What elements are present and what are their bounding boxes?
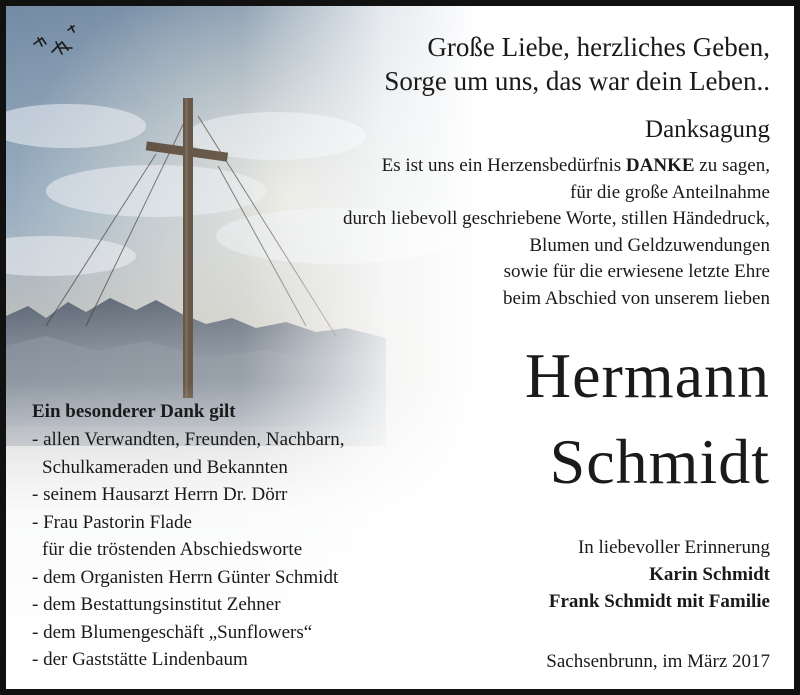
thanks-line-1-end: zu sagen, (694, 155, 770, 176)
special-thanks-title: Ein besonderer Dank gilt (32, 401, 236, 422)
thanks-danke: DANKE (625, 155, 695, 176)
deceased-first-name: Hermann (524, 340, 770, 411)
heading-danksagung: Danksagung (645, 116, 770, 143)
thanks-line: sowie für die erwiesene letzte Ehre (503, 261, 770, 282)
special-thanks-list (32, 426, 345, 674)
motto-line-1: Große Liebe, herzliches Geben, (427, 32, 770, 62)
thanks-line: Blumen und Geldzuwendungen (529, 234, 770, 256)
thanks-line-1-start: Es ist uns ein Herzensbedürfnis (381, 155, 626, 176)
signature-name: Karin Schmidt (649, 564, 770, 585)
signature-name: Frank Schmidt mit Familie (548, 591, 770, 612)
list-item: - allen Verwandten, Freunden, Nachbarn, (32, 429, 345, 450)
list-item: - Frau Pastorin Flade (32, 511, 192, 533)
list-item: - der Gaststätte Lindenbaum (32, 649, 248, 670)
list-item: - dem Organisten Herrn Günter Schmidt (32, 566, 339, 588)
list-item: - seinem Hausarzt Herrn Dr. Dörr (32, 484, 288, 505)
list-item: - dem Blumengeschäft „Sunflowers“ (32, 621, 313, 643)
motto-line-2: Sorge um uns, das war dein Leben.. (384, 66, 770, 96)
list-item: für die tröstenden Abschiedsworte (42, 539, 303, 560)
deceased-last-name: Schmidt (549, 426, 770, 497)
thanks-line: beim Abschied von unserem lieben (503, 287, 770, 309)
birds-icon (30, 24, 84, 62)
signature-block (549, 534, 770, 615)
list-item: - dem Bestattungsinstitut Zehner (32, 594, 281, 615)
signature-intro: In liebevoller Erinnerung (577, 537, 770, 558)
list-item: Schulkameraden und Bekannten (42, 456, 288, 478)
place-date: Sachsenbrunn, im März 2017 (546, 651, 770, 672)
thanks-line: durch liebevoll geschriebene Worte, stillen Händedruck, (342, 208, 770, 229)
thanks-line-1 (343, 153, 770, 180)
thanks-paragraph (343, 153, 770, 312)
thanks-line: für die große Anteilnahme (570, 181, 770, 203)
